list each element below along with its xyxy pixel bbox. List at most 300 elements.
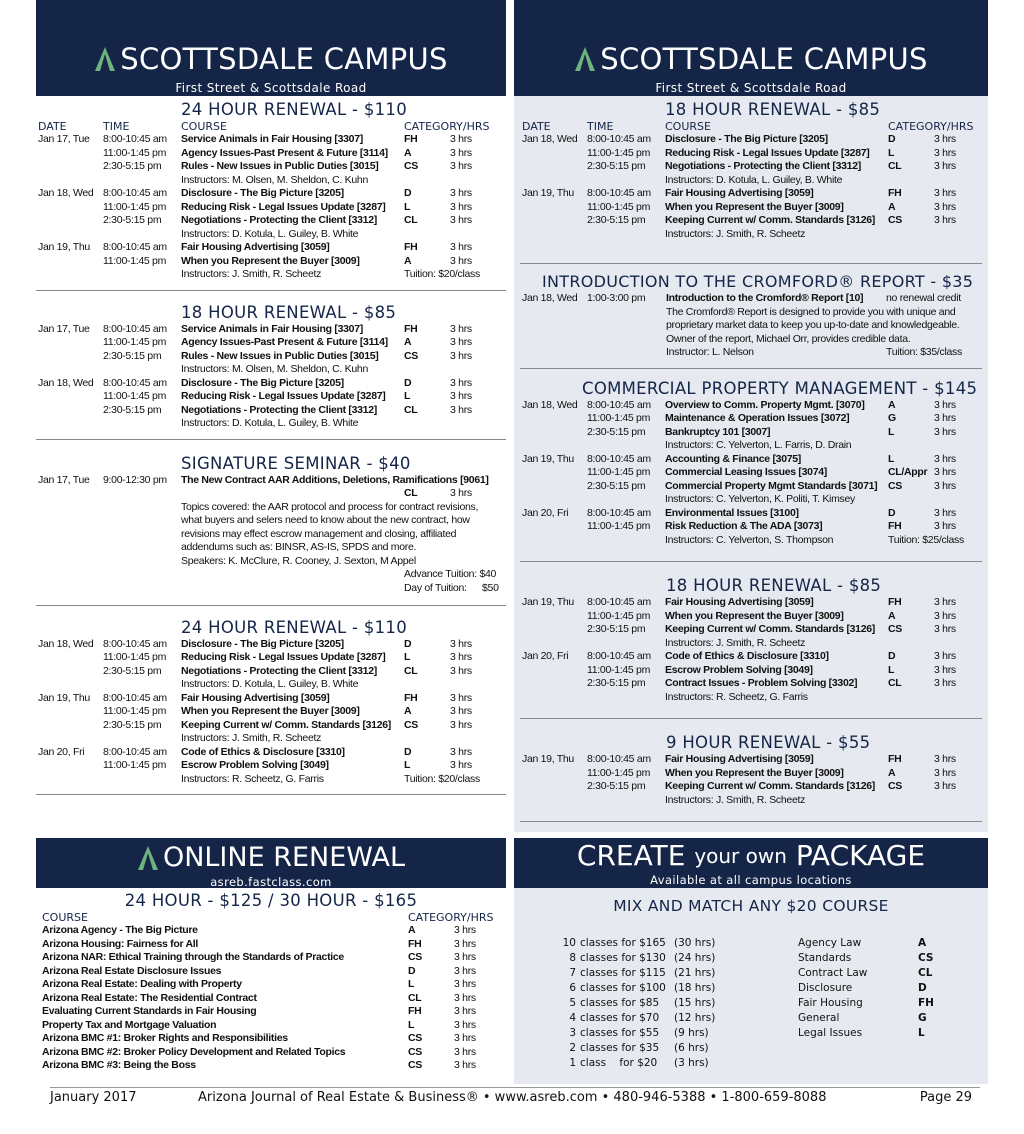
schedule-row xyxy=(36,377,506,391)
hours-cell: 3 hrs xyxy=(454,964,476,977)
course-cell: Fair Housing Advertising [3059] xyxy=(181,241,330,253)
course-cell: Arizona BMC #1: Broker Rights and Responsibilities xyxy=(42,1032,288,1044)
category-name: Agency Law xyxy=(798,937,862,949)
course-cell: Instructors: J. Smith, R. Scheetz xyxy=(665,227,806,240)
course-cell: Commercial Property Mgmt Standards [3071] xyxy=(665,479,878,492)
category-cell: G xyxy=(888,412,896,424)
category-cell: FH xyxy=(404,241,418,253)
footer-publication: Arizona Journal of Real Estate & Business® • www.asreb.com • 480-946-5388 • 1-800-659-8088 xyxy=(198,1090,827,1105)
hours-cell: 3 hrs xyxy=(934,160,956,172)
class-count: 3 xyxy=(569,1027,576,1039)
instructors: Instructor: L. Nelson xyxy=(666,346,754,358)
course-cell: Arizona Housing: Fairness for All xyxy=(42,937,198,950)
online-course-row xyxy=(36,951,506,965)
course-cell: Commercial Leasing Issues [3074] xyxy=(665,466,827,478)
asreb-logo-icon xyxy=(94,46,116,72)
schedule-row xyxy=(36,323,506,337)
campus-title: SCOTTSDALE CAMPUS xyxy=(120,42,448,76)
hours-cell: 3 hrs xyxy=(934,677,956,689)
schedule-row xyxy=(520,677,982,691)
course-head: COURSE xyxy=(42,911,88,924)
schedule-row xyxy=(36,719,506,733)
online-title: ONLINE RENEWAL xyxy=(162,842,406,873)
renewal-section xyxy=(520,96,982,264)
time-cell: 8:00-10:45 am xyxy=(587,187,651,199)
course-cell: Rules - New Issues in Public Duties [3015] xyxy=(181,349,379,362)
category-cell: L xyxy=(888,146,895,159)
course-cell: Instructors: J. Smith, R. Scheetz xyxy=(181,732,322,744)
schedule-row xyxy=(36,255,506,269)
category-cell: CS xyxy=(888,623,902,635)
date-cell: Jan 18, Wed xyxy=(522,398,578,411)
time-cell: 2:30-5:15 pm xyxy=(103,214,162,226)
course-cell: Code of Ethics & Disclosure [3310] xyxy=(181,745,345,758)
course-cell: Disclosure - The Big Picture [3205] xyxy=(181,376,344,389)
package-header xyxy=(514,838,988,888)
time-cell: 11:00-1:45 pm xyxy=(103,705,167,717)
hours-cell: 3 hrs xyxy=(934,780,956,792)
schedule-row xyxy=(36,174,506,188)
schedule-row xyxy=(520,228,982,242)
course-cell: Fair Housing Advertising [3059] xyxy=(181,691,330,704)
hours-cell: 3 hrs xyxy=(450,146,472,159)
course-cell: Service Animals in Fair Housing [3307] xyxy=(181,322,363,335)
schedule-row xyxy=(520,480,982,494)
schedule-row xyxy=(520,160,982,174)
course-cell: Escrow Problem Solving [3049] xyxy=(181,759,329,771)
category-cell: FH xyxy=(888,520,902,532)
course-cell: When you Represent the Buyer [3009] xyxy=(665,766,844,779)
category-code: A xyxy=(918,937,927,949)
category-cell: FH xyxy=(408,1005,422,1017)
date-head: DATE xyxy=(38,120,67,133)
category-code: G xyxy=(918,1012,927,1024)
course-cell: Fair Housing Advertising [3059] xyxy=(665,596,814,608)
schedule-row xyxy=(36,705,506,719)
asreb-logo-icon xyxy=(574,46,596,72)
schedule-row xyxy=(520,174,982,188)
campus-title: SCOTTSDALE CAMPUS xyxy=(600,42,928,76)
right-column xyxy=(514,0,988,832)
description-line: The Cromford® Report is designed to provide you with unique and xyxy=(666,305,956,318)
course-cell: Evaluating Current Standards in Fair Housing xyxy=(42,1005,257,1017)
schedule-row xyxy=(520,507,982,521)
course-cell: Negotiations - Protecting the Client [3312] xyxy=(181,664,377,677)
time-cell: 11:00-1:45 pm xyxy=(103,146,167,159)
hours-cell: 3 hrs xyxy=(934,200,956,213)
time-cell: 8:00-10:45 am xyxy=(587,753,651,765)
footer-date: January 2017 xyxy=(50,1090,137,1105)
package-price-row xyxy=(562,966,782,981)
hours-cell: 3 hrs xyxy=(934,398,956,411)
schedule-row xyxy=(520,426,982,440)
category-cell: L xyxy=(404,759,411,771)
schedule-row xyxy=(36,336,506,350)
category-cell: A xyxy=(404,254,412,267)
course-cell: Disclosure - The Big Picture [3205] xyxy=(181,187,344,199)
signature-seminar-section xyxy=(36,440,506,606)
date-cell: Jan 18, Wed xyxy=(38,376,94,389)
hours-cell: 3 hrs xyxy=(454,1018,476,1031)
time-cell: 8:00-10:45 am xyxy=(103,745,167,758)
category-head: CATEGORY/HRS xyxy=(408,911,494,924)
time-cell: 11:00-1:45 pm xyxy=(587,466,651,478)
time-cell: 11:00-1:45 pm xyxy=(103,759,167,771)
section-title: COMMERCIAL PROPERTY MANAGEMENT - $145 xyxy=(582,378,978,398)
schedule-row xyxy=(520,453,982,467)
online-course-row xyxy=(36,992,506,1006)
course-cell: Reducing Risk - Legal Issues Update [3287] xyxy=(181,390,386,402)
column-headers xyxy=(520,120,982,133)
schedule-row xyxy=(520,691,982,705)
course-cell: Code of Ethics & Disclosure [3310] xyxy=(665,650,829,662)
date-cell: Jan 18, Wed xyxy=(522,292,578,304)
section-title: 24 HOUR RENEWAL - $110 xyxy=(181,617,408,637)
schedule-row xyxy=(520,201,982,215)
online-course-row xyxy=(36,1059,506,1073)
category-row xyxy=(798,981,958,996)
hours-cell: 3 hrs xyxy=(450,718,472,731)
class-count: 5 xyxy=(569,997,576,1009)
hours-cell: 3 hrs xyxy=(450,745,472,758)
category-cell: CL xyxy=(408,991,422,1004)
hours-cell: 3 hrs xyxy=(450,390,472,402)
time-cell: 8:00-10:45 am xyxy=(103,691,167,704)
hours-cell: 3 hrs xyxy=(450,336,472,348)
course-cell: The New Contract AAR Additions, Deletions, Ramifications [9061] xyxy=(181,473,489,486)
category-cell: CL xyxy=(404,214,418,226)
hours-cell: 3 hrs xyxy=(450,200,472,213)
date-cell: Jan 18, Wed xyxy=(38,637,94,650)
category-head: CATEGORY/HRS xyxy=(404,120,490,133)
left-campus-header xyxy=(36,0,506,96)
hours-cell: 3 hrs xyxy=(450,214,472,226)
credit-note: no renewal credit xyxy=(886,292,961,304)
category-cell: L xyxy=(404,390,411,402)
course-cell: Arizona BMC #3: Being the Boss xyxy=(42,1059,196,1071)
course-cell: Negotiations - Protecting the Client [3312] xyxy=(181,214,377,226)
cromford-section xyxy=(520,264,982,369)
course-cell: Arizona Real Estate: The Residential Contract xyxy=(42,991,257,1004)
hours-text: (21 hrs) xyxy=(674,967,716,979)
schedule-row xyxy=(520,439,982,453)
hours-cell: 3 hrs xyxy=(934,520,956,532)
category-row xyxy=(798,951,958,966)
category-cell: CL xyxy=(404,664,418,677)
hours-cell: 3 hrs xyxy=(454,937,476,950)
course-cell: Risk Reduction & The ADA [3073] xyxy=(665,520,823,532)
section-title: SIGNATURE SEMINAR - $40 xyxy=(181,453,411,473)
hours-cell: 3 hrs xyxy=(450,322,472,335)
online-course-row xyxy=(36,965,506,979)
online-price-title: 24 HOUR - $125 / 30 HOUR - $165 xyxy=(124,891,418,910)
course-cell: Instructors: M. Olsen, M. Sheldon, C. Kuhn xyxy=(181,363,368,375)
section-title: 18 HOUR RENEWAL - $85 xyxy=(665,100,881,119)
category-cell: FH xyxy=(408,937,422,950)
course-cell: Instructors: J. Smith, R. Scheetz xyxy=(665,793,806,806)
category-cell: A xyxy=(888,609,896,622)
package-subtitle: Available at all campus locations xyxy=(650,873,852,887)
course-cell: Instructors: C. Yelverton, K. Politi, T. Kimsey xyxy=(665,493,855,505)
hours-cell: 3 hrs xyxy=(454,1032,476,1044)
hours-cell: 3 hrs xyxy=(934,466,956,478)
price-text: classes for $85 xyxy=(580,997,660,1009)
hours-text: (6 hrs) xyxy=(674,1042,709,1054)
hours-cell: 3 hrs xyxy=(450,376,472,389)
hours-cell: 3 hrs xyxy=(454,1059,476,1071)
online-url: asreb.fastclass.com xyxy=(210,875,332,889)
course-cell: Instructors: R. Scheetz, G. Farris xyxy=(181,772,324,785)
hours-cell: 3 hrs xyxy=(450,759,472,771)
category-code: CL xyxy=(918,967,933,979)
course-cell: Agency Issues-Past Present & Future [3114] xyxy=(181,336,388,348)
price-text: classes for $70 xyxy=(580,1012,660,1024)
course-cell: Escrow Problem Solving [3049] xyxy=(665,663,813,676)
category-cell: FH xyxy=(404,133,418,145)
time-cell: 1:00-3:00 pm xyxy=(587,292,646,304)
description-line: revisions may effect escrow management and closing, affiliated xyxy=(181,527,457,540)
course-head: COURSE xyxy=(181,120,227,133)
schedule-row xyxy=(36,214,506,228)
date-cell: Jan 20, Fri xyxy=(522,650,569,662)
category-code: FH xyxy=(918,997,934,1009)
renewal-section xyxy=(36,606,506,796)
advance-tuition: Advance Tuition: $40 xyxy=(404,568,497,580)
description-line: Speakers: K. McClure, R. Cooney, J. Sexton, M Appel xyxy=(181,554,416,567)
category-cell: D xyxy=(404,637,412,650)
schedule-row xyxy=(520,596,982,610)
time-cell: 2:30-5:15 pm xyxy=(103,403,162,416)
time-cell: 11:00-1:45 pm xyxy=(587,146,651,159)
schedule-row xyxy=(520,412,982,426)
category-cell: D xyxy=(888,506,896,519)
date-cell: Jan 18, Wed xyxy=(522,133,578,145)
package-price-row xyxy=(562,981,782,996)
online-course-row xyxy=(36,924,506,938)
description-line: proprietary market data to keep you up-to-date and knowledgeable. xyxy=(666,319,960,331)
course-cell: Property Tax and Mortgage Valuation xyxy=(42,1018,217,1031)
schedule-row xyxy=(520,794,982,808)
schedule-row xyxy=(520,753,982,767)
section-title: 18 HOUR RENEWAL - $85 xyxy=(666,576,882,595)
online-course-row xyxy=(36,1046,506,1060)
asreb-logo-icon xyxy=(137,845,159,871)
time-cell: 11:00-1:45 pm xyxy=(587,663,651,676)
class-count: 10 xyxy=(562,937,576,949)
course-cell: Keeping Current w/ Comm. Standards [3126] xyxy=(665,214,875,226)
time-cell: 11:00-1:45 pm xyxy=(103,254,167,267)
category-cell: A xyxy=(888,200,896,213)
package-price-row xyxy=(562,1041,782,1056)
campus-subtitle: First Street & Scottsdale Road xyxy=(655,81,847,95)
course-cell: Reducing Risk - Legal Issues Update [3287] xyxy=(665,146,870,159)
time-head: TIME xyxy=(103,120,130,133)
column-headers xyxy=(36,120,506,133)
time-cell: 8:00-10:45 am xyxy=(587,452,651,465)
category-cell: A xyxy=(408,924,416,936)
category-cell: CS xyxy=(404,160,418,172)
category-cell: A xyxy=(404,146,412,159)
schedule-row xyxy=(36,133,506,147)
time-cell: 8:00-10:45 am xyxy=(587,650,651,662)
course-cell: Agency Issues-Past Present & Future [3114] xyxy=(181,146,388,159)
category-code: CS xyxy=(918,952,934,964)
schedule-row xyxy=(520,767,982,781)
hours-cell: 3 hrs xyxy=(450,705,472,717)
hours-cell: 3 hrs xyxy=(934,623,956,635)
course-cell: Bankruptcy 101 [3007] xyxy=(665,425,771,438)
course-cell: When you Represent the Buyer [3009] xyxy=(181,705,360,717)
course-cell: Contract Issues - Problem Solving [3302] xyxy=(665,677,858,689)
course-cell: Reducing Risk - Legal Issues Update [3287] xyxy=(181,200,386,213)
schedule-row xyxy=(36,678,506,692)
time-cell: 9:00-12:30 pm xyxy=(103,473,167,486)
date-head: DATE xyxy=(522,120,551,133)
hours-cell: 3 hrs xyxy=(450,637,472,650)
time-cell: 8:00-10:45 am xyxy=(103,241,167,253)
time-cell: 2:30-5:15 pm xyxy=(587,479,646,492)
hours-cell: 3 hrs xyxy=(450,664,472,677)
schedule-row xyxy=(36,147,506,161)
category-name: General xyxy=(798,1012,840,1024)
left-column xyxy=(36,0,506,795)
category-cell: CS xyxy=(404,349,418,362)
category-row xyxy=(798,966,958,981)
course-cell: Arizona Real Estate Disclosure Issues xyxy=(42,964,222,977)
time-cell: 11:00-1:45 pm xyxy=(587,520,651,532)
category-cell: A xyxy=(404,336,412,348)
category-cell: CL xyxy=(888,677,902,689)
category-cell: CS xyxy=(408,951,422,963)
time-cell: 2:30-5:15 pm xyxy=(587,160,646,172)
section-title: 24 HOUR RENEWAL - $110 xyxy=(181,100,408,119)
hours-cell: 3 hrs xyxy=(450,160,472,172)
course-cell: Instructors: J. Smith, R. Scheetz xyxy=(181,268,322,280)
category-cell: CS xyxy=(408,1059,422,1071)
date-cell: Jan 20, Fri xyxy=(522,506,569,519)
category-cell: L xyxy=(888,425,895,438)
online-course-row xyxy=(36,1032,506,1046)
course-cell: When you Represent the Buyer [3009] xyxy=(665,200,844,213)
class-count: 4 xyxy=(569,1012,576,1024)
schedule-row xyxy=(36,651,506,665)
schedule-row xyxy=(36,390,506,404)
course-section xyxy=(520,369,982,563)
time-cell: 11:00-1:45 pm xyxy=(587,766,651,779)
category-cell: A xyxy=(888,766,896,779)
category-row xyxy=(798,936,958,951)
date-cell: Jan 18, Wed xyxy=(38,187,94,199)
category-row xyxy=(798,1026,958,1041)
schedule-row xyxy=(36,404,506,418)
category-name: Disclosure xyxy=(798,982,853,994)
online-renewal-panel xyxy=(36,838,506,1073)
hours-text: (18 hrs) xyxy=(674,982,716,994)
schedule-row xyxy=(520,637,982,651)
section-title: 18 HOUR RENEWAL - $85 xyxy=(181,302,397,322)
category-cell: L xyxy=(408,978,415,990)
course-cell: Keeping Current w/ Comm. Standards [3126] xyxy=(181,718,391,731)
class-count: 7 xyxy=(569,967,576,979)
hours-cell: 3 hrs xyxy=(450,241,472,253)
category-cell: L xyxy=(888,452,895,465)
schedule-row xyxy=(520,610,982,624)
course-cell: Rules - New Issues in Public Duties [3015] xyxy=(181,160,379,172)
course-cell: Keeping Current w/ Comm. Standards [3126] xyxy=(665,780,875,792)
category-cell: CS xyxy=(404,718,418,731)
time-cell: 8:00-10:45 am xyxy=(587,506,651,519)
time-cell: 2:30-5:15 pm xyxy=(587,780,646,792)
course-section xyxy=(520,719,982,822)
date-cell: Jan 19, Thu xyxy=(38,241,90,253)
course-cell: Reducing Risk - Legal Issues Update [3287] xyxy=(181,651,386,663)
schedule-row xyxy=(36,773,506,787)
category-cell: D xyxy=(888,650,896,662)
course-cell: Arizona NAR: Ethical Training through the Standards of Practice xyxy=(42,951,344,963)
category-cell: CL xyxy=(404,487,418,499)
page-footer xyxy=(50,1087,980,1107)
section-title: INTRODUCTION TO THE CROMFORD® REPORT - $35 xyxy=(542,272,974,291)
online-course-row xyxy=(36,978,506,992)
time-cell: 8:00-10:45 am xyxy=(587,133,651,145)
schedule-row xyxy=(36,759,506,773)
schedule-row xyxy=(36,241,506,255)
course-cell: Instructors: D. Kotula, L. Guiley, B. White xyxy=(665,173,843,186)
course-cell: Service Animals in Fair Housing [3307] xyxy=(181,133,363,145)
category-cell: CS xyxy=(888,479,902,492)
class-count: 6 xyxy=(569,982,576,994)
hours-text: (12 hrs) xyxy=(674,1012,716,1024)
course-cell: Arizona BMC #2: Broker Policy Development and Related Topics xyxy=(42,1045,346,1058)
hours-cell: 3 hrs xyxy=(934,650,956,662)
schedule-row xyxy=(520,147,982,161)
category-cell: CL/Appr xyxy=(888,466,928,478)
course-cell: Instructors: D. Kotula, L. Guiley, B. White xyxy=(181,417,359,429)
course-cell: Fair Housing Advertising [3059] xyxy=(665,187,814,199)
course-cell: When you Represent the Buyer [3009] xyxy=(181,254,360,267)
tuition: Tuition: $35/class xyxy=(886,346,962,358)
price-text: classes for $165 xyxy=(580,937,666,949)
date-cell: Jan 19, Thu xyxy=(522,753,574,765)
class-count: 1 xyxy=(569,1057,576,1069)
category-code: L xyxy=(918,1027,925,1039)
package-price-row xyxy=(562,1026,782,1041)
hours-text: (24 hrs) xyxy=(674,952,716,964)
hours-cell: 3 hrs xyxy=(454,991,476,1004)
time-cell: 8:00-10:45 am xyxy=(587,398,651,411)
hours-cell: 3 hrs xyxy=(450,651,472,663)
hours-cell: 3 hrs xyxy=(934,609,956,622)
category-cell: D xyxy=(404,745,412,758)
time-cell: 2:30-5:15 pm xyxy=(103,718,162,731)
renewal-section xyxy=(36,96,506,291)
package-price-row xyxy=(562,1011,782,1026)
hours-cell: 3 hrs xyxy=(934,133,956,145)
schedule-row xyxy=(520,650,982,664)
date-cell: Jan 17, Tue xyxy=(38,133,90,145)
schedule-row xyxy=(520,520,982,534)
category-row xyxy=(798,1011,958,1026)
hours-cell: Tuition: $25/class xyxy=(888,533,964,546)
package-price-row xyxy=(562,1056,782,1071)
price-text: classes for $100 xyxy=(580,982,666,994)
time-cell: 11:00-1:45 pm xyxy=(587,609,651,622)
course-section xyxy=(520,562,982,719)
hours-cell: 3 hrs xyxy=(934,596,956,608)
hours-cell: 3 hrs xyxy=(450,691,472,704)
date-cell: Jan 17, Tue xyxy=(38,473,90,486)
renewal-section xyxy=(36,291,506,440)
